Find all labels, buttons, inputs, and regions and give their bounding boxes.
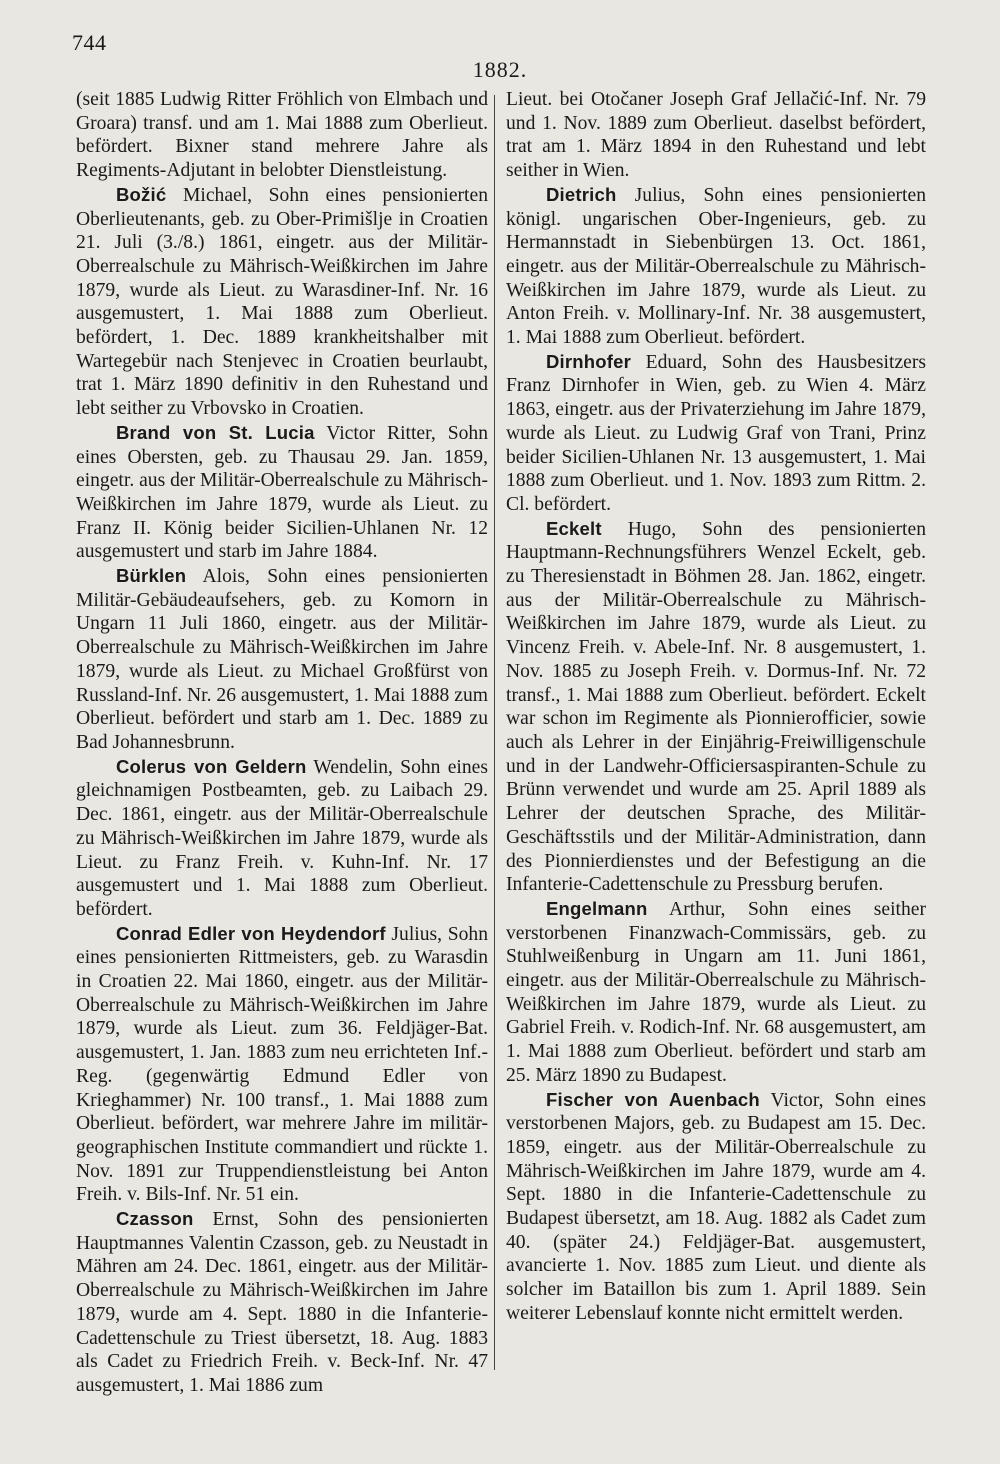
entry-burklen bbox=[76, 564, 488, 755]
entry-surname: Fischer von Auenbach bbox=[546, 1088, 760, 1110]
entry-dirnhofer bbox=[506, 350, 926, 517]
entry-text: Alois, Sohn eines pensionierten Militär-Gebäudeaufsehers, geb. zu Komorn in Ungarn 11 Juli 1860, eingetr. aus der Militär-Oberrealschule zu Mährisch-Weißkirchen im Jahre 1879, wurde als Lieut. zu Michael Großfürst von Russland-Inf. Nr. 26 ausgemustert, 1. Mai 1888 zum Oberlieut. befördert und starb am 1. Dec. 1889 zu Bad Johannesbrunn. bbox=[76, 566, 488, 753]
entry-continuation bbox=[506, 88, 926, 183]
entry-surname: Božić bbox=[116, 183, 167, 205]
entry-surname: Bürklen bbox=[116, 565, 187, 587]
entry-surname: Czasson bbox=[116, 1208, 194, 1230]
entry-text: Julius, Sohn eines pensionierten Rittmeisters, geb. zu Warasdin in Croatien 22. Mai 1860, eingetr. aus der Militär-Oberrealschule zu Mährisch-Weißkirchen im Jahre 1879, wurde als Lieut. zum 36. Feldjäger-Bat. ausgemustert, 1. Jan. 1883 zum neu errichteten Inf.-Reg. (gegenwärtig Edmund Edler von Krieghammer) Nr. 100 transf., 1. Mai 1888 zum Oberlieut. befördert, war mehrere Jahre im militär-geographischen Institute commandiert und rückte 1. Nov. 1891 zur Truppendienstleistung bei Anton Freih. v. Bils-Inf. Nr. 51 ein. bbox=[76, 923, 488, 1206]
entry-dietrich bbox=[506, 183, 926, 350]
entry-surname: Dietrich bbox=[546, 183, 617, 205]
entry-surname: Brand von St. Lucia bbox=[116, 421, 315, 443]
entry-text: Michael, Sohn eines pensionierten Oberlieutenants, geb. zu Ober-Primišlje in Croatien 21. Juli (3./8.) 1861, eingetr. aus der Militär-Oberrealschule zu Mährisch-Weißkirchen im Jahre 1879, wurde als Lieut. zu Warasdiner-Inf. Nr. 16 ausgemustert, 1. Mai 1888 zum Oberlieut. befördert, 1. Dec. 1889 krankheitshalber mit Wartegebür nach Stenjevec in Croatien beurlaubt, trat 1. März 1890 definitiv in den Ruhestand und lebt seither zu Vrbovsko in Croatien. bbox=[76, 184, 488, 420]
entry-text: Eduard, Sohn des Hausbesitzers Franz Dirnhofer in Wien, geb. zu Wien 4. März 1863, eingetr. aus der Privaterziehung im Jahre 1879, wurde als Lieut. zu Ludwig Graf von Trani, Prinz beider Sicilien-Uhlanen Nr. 13 ausgemustert, 1. Mai 1888 zum Oberlieut. und 1. Nov. 1893 zum Rittm. 2. Cl. befördert. bbox=[506, 351, 926, 515]
entry-surname: Colerus von Geldern bbox=[116, 755, 307, 777]
left-column bbox=[76, 88, 488, 1398]
entry-conrad-edler-von-heydendorf bbox=[76, 922, 488, 1207]
entry-eckelt bbox=[506, 517, 926, 897]
entry-colerus-von-geldern bbox=[76, 755, 488, 922]
entry-text: (seit 1885 Ludwig Ritter Fröhlich von Elmbach und Groara) transf. und am 1. Mai 1888 zum Oberlieut. befördert. Bixner stand mehrere Jahre als Regiments-Adjutant in belobter Dienstleistung. bbox=[76, 89, 488, 182]
page-number: 744 bbox=[72, 30, 107, 55]
entry-continuation bbox=[76, 88, 488, 183]
entry-brand-von-st-lucia bbox=[76, 421, 488, 564]
running-header-year: 1882. bbox=[472, 57, 528, 82]
entry-czasson bbox=[76, 1207, 488, 1398]
entry-text: Arthur, Sohn eines seither verstorbenen Finanzwach-Commissärs, geb. zu Stuhlweißenburg in Ungarn am 11. Juni 1861, eingetr. aus der Militär-Oberrealschule zu Mährisch-Weißkirchen im Jahre 1879, wurde als Lieut. zu Gabriel Freih. v. Rodich-Inf. Nr. 68 ausgemustert, am 1. Mai 1888 zum Oberlieut. befördert und starb am 25. März 1890 zu Budapest. bbox=[506, 898, 926, 1086]
entry-surname: Engelmann bbox=[546, 897, 648, 919]
entry-text: Hugo, Sohn des pensionierten Hauptmann-Rechnungsführers Wenzel Eckelt, geb. zu Theresienstadt in Böhmen 28. Jan. 1862, eingetr. aus der Militär-Oberrealschule zu Mährisch-Weißkirchen im Jahre 1879, wurde als Lieut. zu Vincenz Freih. v. Abele-Inf. Nr. 8 ausgemustert, 1. Nov. 1885 zu Joseph Freih. v. Dormus-Inf. Nr. 72 transf., 1. Mai 1888 zum Oberlieut. befördert. Eckelt war schon im Regimente als Pionnierofficier, sowie auch als Lehrer in der Einjährig-Freiwilligenschule und in der Landwehr-Officiersaspiranten-Schule zu Brünn verwendet und wurde am 25. April 1889 als Lehrer der deutschen Sprache, des Militär-Geschäftsstils und der Militär-Administration, dann des Pionnierdienstes und der Befestigung an die Infanterie-Cadettenschule zu Pressburg berufen. bbox=[506, 518, 926, 896]
entry-text: Victor, Sohn eines verstorbenen Majors, geb. zu Budapest am 15. Dec. 1859, eingetr. aus der Militär-Oberrealschule zu Mährisch-Weißkirchen im Jahre 1879, wurde am 4. Sept. 1880 in die Infanterie-Cadettenschule zu Budapest übersetzt, am 18. Aug. 1882 als Cadet zum 40. (später 24.) Feldjäger-Bat. ausgemustert, avancierte 1. Nov. 1885 zum Lieut. und diente als solcher im Bataillon bis zum 1. April 1889. Sein weiterer Lebenslauf konnte nicht ermittelt werden. bbox=[506, 1089, 926, 1324]
entry-text: Julius, Sohn eines pensionierten königl. ungarischen Ober-Ingenieurs, geb. zu Hermannstadt in Siebenbürgen 13. Oct. 1861, eingetr. aus der Militär-Oberrealschule zu Mährisch-Weißkirchen im Jahre 1879, wurde als Lieut. zu Anton Freih. v. Mollinary-Inf. Nr. 38 ausgemustert, 1. Mai 1888 zum Oberlieut. befördert. bbox=[506, 184, 926, 349]
entry-bozic bbox=[76, 183, 488, 421]
entry-text: Ernst, Sohn des pensionierten Hauptmannes Valentin Czasson, geb. zu Neustadt in Mähren am 24. Dec. 1861, eingetr. aus der Militär-Oberrealschule zu Mährisch-Weißkirchen im Jahre 1879, wurde am 4. Sept. 1880 in die Infanterie-Cadettenschule zu Triest übersetzt, 18. Aug. 1883 als Cadet zu Friedrich Freih. v. Beck-Inf. Nr. 47 ausgemustert, 1. Mai 1886 zum bbox=[76, 1209, 488, 1396]
entry-engelmann bbox=[506, 897, 926, 1088]
right-column bbox=[506, 88, 926, 1326]
entry-fischer-von-auenbach bbox=[506, 1088, 926, 1326]
entry-text: Lieut. bei Otočaner Joseph Graf Jellačić-Inf. Nr. 79 und 1. Nov. 1889 zum Oberlieut. daselbst befördert, trat am 1. März 1894 in den Ruhestand und lebt seither in Wien. bbox=[506, 89, 926, 182]
entry-text: Victor Ritter, Sohn eines Obersten, geb. zu Thausau 29. Jan. 1859, eingetr. aus der Militär-Oberrealschule zu Mährisch-Weißkirchen im Jahre 1879, wurde als Lieut. zu Franz II. König beider Sicilien-Uhlanen Nr. 12 ausgemustert und starb im Jahre 1884. bbox=[76, 422, 489, 563]
entry-surname: Conrad Edler von Heydendorf bbox=[116, 922, 386, 944]
entry-text: Wendelin, Sohn eines gleichnamigen Postbeamten, geb. zu Laibach 29. Dec. 1861, eingetr. aus der Militär-Oberrealschule zu Mährisch-Weißkirchen im Jahre 1879, wurde als Lieut. zu Franz Freih. v. Kuhn-Inf. Nr. 17 ausgemustert und 1. Mai 1888 zum Oberlieut. befördert. bbox=[76, 756, 488, 920]
column-divider bbox=[494, 95, 495, 1370]
entry-surname: Dirnhofer bbox=[546, 350, 632, 372]
entry-surname: Eckelt bbox=[546, 517, 602, 539]
